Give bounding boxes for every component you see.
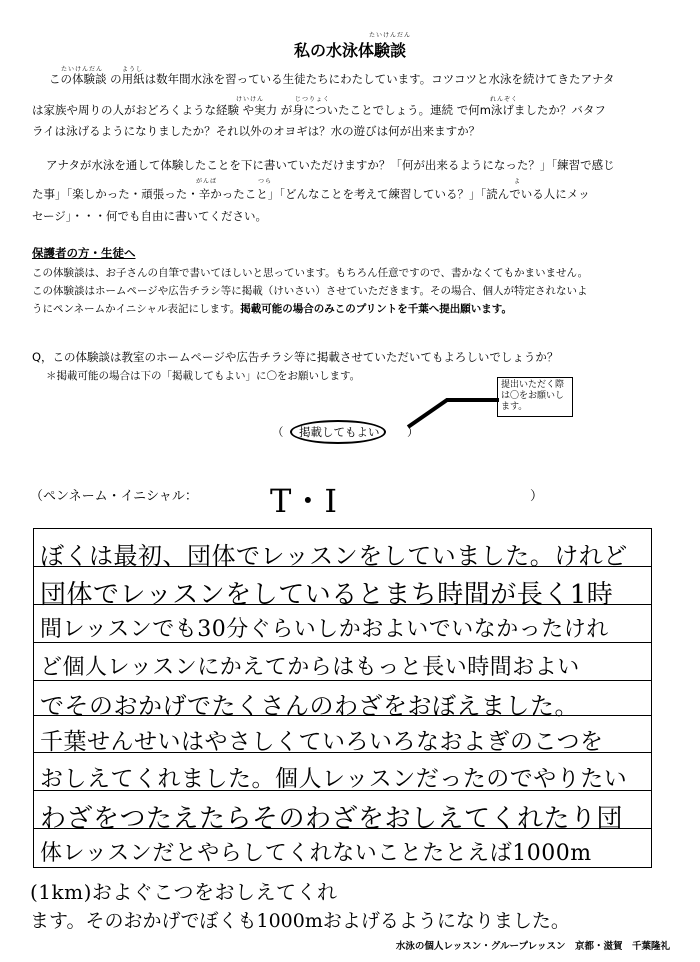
callout-line-2: は〇をお願いし (501, 391, 565, 401)
page-title: 私の水泳体験談 (293, 41, 406, 60)
handwriting-line: ぼくは最初、団体でレッスンをしていました。けれど (40, 542, 628, 570)
handwriting-line: ど個人レッスンにかえてからはもっと長い時間およい (40, 655, 580, 680)
penname-value: T・I (270, 482, 338, 520)
handwriting-line: 団体でレッスンをしているとまち時間が長く1時 (40, 580, 614, 610)
handwriting-line: (1km)およぐこつをおしえてくれ (30, 880, 338, 904)
box-left-line (33, 528, 34, 868)
request-line-2: た事」「楽しかった・頑張った・辛かったこと」「どんなことを考えて練習している？」「読んでいる人にメッ (32, 187, 590, 201)
penname-label: （ペンネーム・イニシャル： (30, 489, 198, 504)
guardian-line-2: この体験談はホームページや広告チラシ等に掲載（けいさい）させていただきます。その場合、個人が特定されないよ (32, 285, 588, 297)
handwriting-line: 体レッスンだとやらしてくれないことたとえば1000m (40, 841, 592, 866)
callout-line-3: ます。 (501, 402, 528, 412)
intro-line-1: この体験談 の用紙は数年間水泳を習っている生徒たちにわたしています。コツコツと水泳を続けてきたアナタ (49, 72, 615, 86)
ruby-renzoku: れんぞく (490, 96, 519, 103)
penname-close: ） (530, 489, 544, 504)
guardian-line-3a: うにペンネームかイニシャル表記にします。 (32, 303, 241, 315)
handwriting-line: 千葉せんせいはやさしくていろいろなおよぎのこつを (40, 729, 604, 755)
intro-line-3: ライは泳げるようになりましたか？それ以外のオヨギは？水の遊びは何が出来ますか？ (32, 124, 481, 138)
box-right-line (651, 528, 652, 868)
intro-line-2: は家族や周りの人がおどろくような経験 や実力 が身についたことでしょう。連続 で何m泳げましたか？バタフ (32, 103, 606, 117)
request-line-1: アナタが水泳を通して体験したことを下に書いていただけますか？「何が出来るようになった？」「練習で感じ (46, 158, 615, 172)
callout-pointer (400, 390, 500, 430)
request-line-3: セージ」・・・何でも自由に書いてください。 (32, 209, 268, 223)
box-top-line (33, 528, 651, 529)
ruby-keiken: けいけん (236, 96, 265, 103)
handwriting-line: ます。そのおかげでぼくも1000mおよげるようになりました。 (30, 910, 570, 932)
guardian-heading: 保護者の方・生徒へ (32, 246, 136, 260)
guardian-line-3 (32, 302, 512, 316)
consent-open-paren: （ (272, 425, 284, 439)
question-line-1: Q，この体験談は教室のホームページや広告チラシ等に掲載させていただいてもよろしいでしょうか？ (32, 350, 559, 364)
ruby-taikendan: たいけんだん (61, 66, 104, 73)
question-line-2: ＊掲載可能の場合は下の「掲載してもよい」に〇をお願いします。 (46, 370, 361, 382)
guardian-line-1: この体験談は、お子さんの自筆で書いてほしいと思っています。もちろん任意ですので、書かなくてもかまいません。 (32, 267, 589, 279)
consent-close-paren: ） (407, 425, 419, 439)
handwriting-line: でそのおかげでたくさんのわざをおぼえました。 (40, 692, 579, 720)
box-bottom-line (33, 867, 651, 868)
handwriting-line: おしえてくれました。個人レッスンだったのでやりたい (40, 766, 628, 792)
ruby-ganba: がんば (196, 178, 218, 185)
handwriting-line: わざをつたえたらそのわざをおしえてくれたり団 (40, 804, 624, 834)
title-ruby: たいけんだん (369, 32, 412, 39)
callout-box (497, 377, 573, 417)
ruby-youshi: ようし (122, 66, 144, 73)
ruby-jitsuryoku: じつりょく (295, 96, 331, 103)
guardian-line-3b: 掲載可能の場合のみこのプリントを千葉へ提出願います。 (240, 303, 512, 315)
callout-line-1: 提出いただく際 (501, 380, 565, 390)
ruby-tsura: つら (258, 178, 273, 185)
ruby-yo: よ (514, 178, 522, 185)
footer-text: 水泳の個人レッスン・グループレッスン 京都・滋賀 千葉隆礼 (395, 941, 670, 952)
consent-option[interactable]: 掲載してもよい (299, 425, 380, 439)
handwriting-line: 間レッスンでも30分ぐらいしかおよいでいなかったけれ (40, 617, 609, 642)
